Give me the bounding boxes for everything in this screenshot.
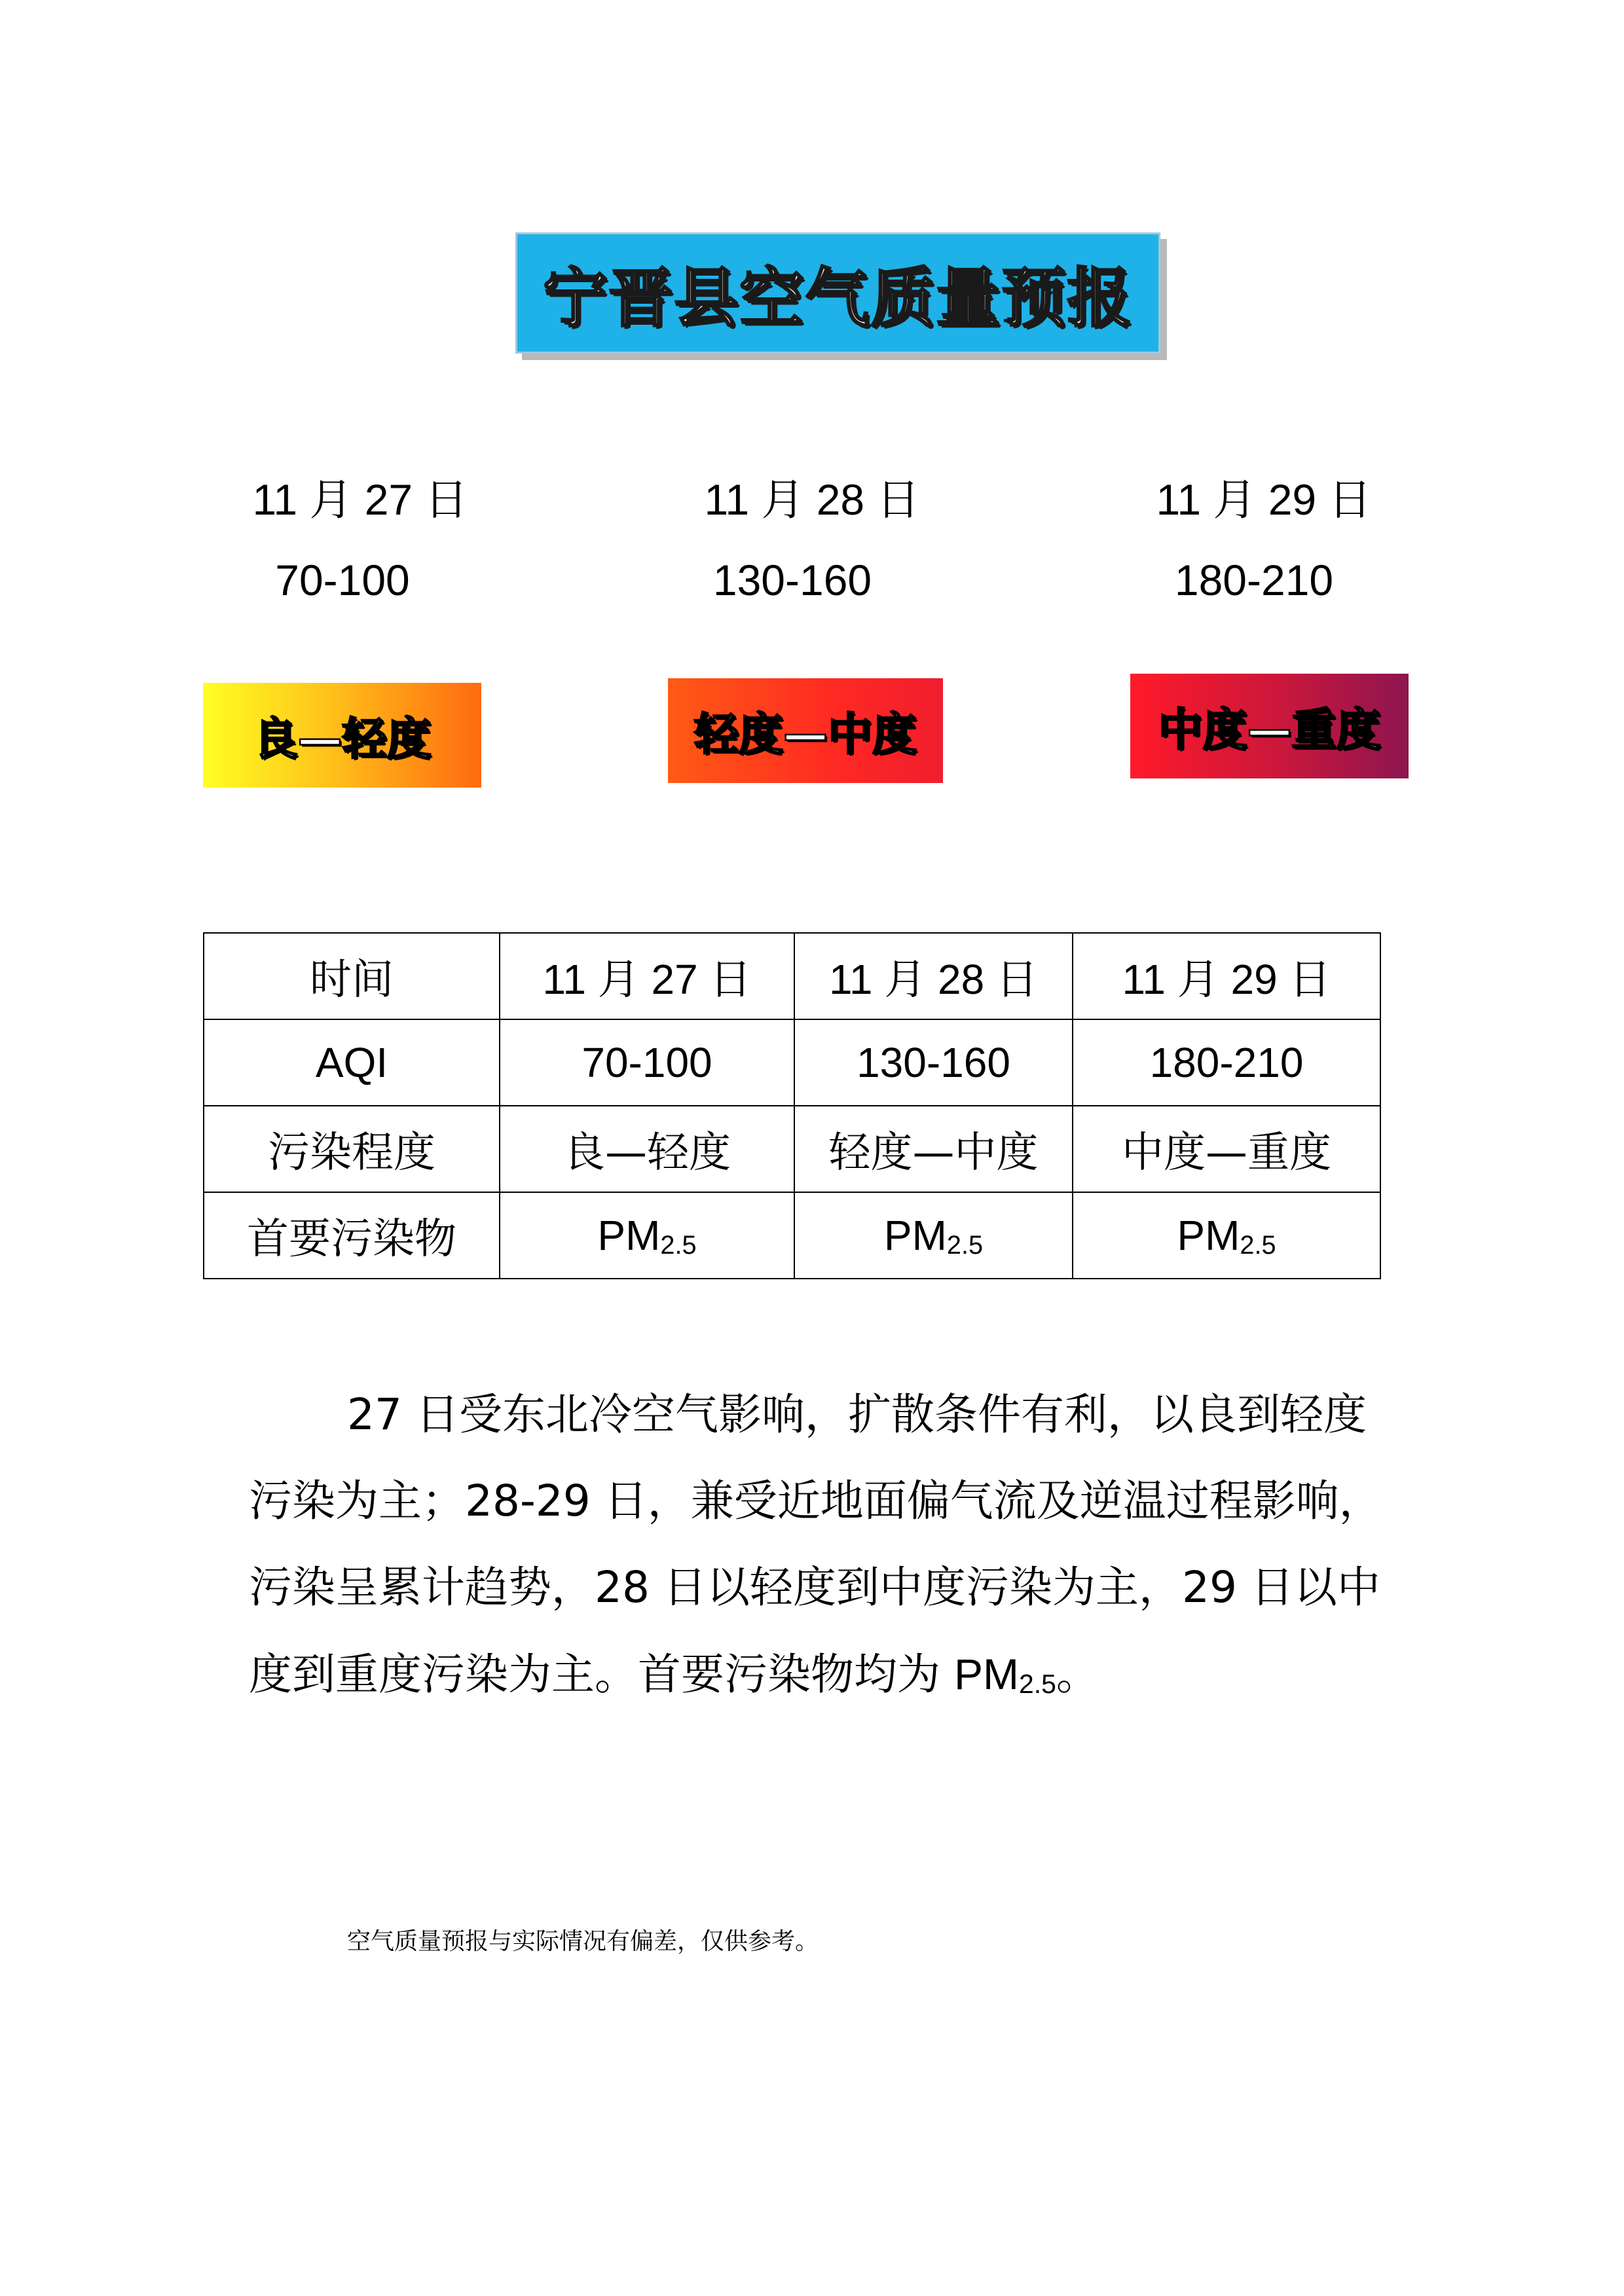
table-header-cell: 首要污染物 [204, 1192, 500, 1279]
table-cell: 11 月 29 日 [1073, 933, 1380, 1019]
forecast-table [203, 932, 1381, 1279]
table-header-cell: 污染程度 [204, 1106, 500, 1192]
pollutant-name: PM [1177, 1211, 1240, 1259]
table-row [204, 1192, 1380, 1279]
level-badge-2-label: 轻度—中度 [693, 708, 917, 761]
footnote: 空气质量预报与实际情况有偏差，仅供参考。 [347, 1928, 819, 1955]
table-cell: 180-210 [1073, 1019, 1380, 1106]
summary-pm: PM [953, 1650, 1019, 1698]
level-badge-3-label: 中度—重度 [1158, 704, 1381, 756]
page-title: 宁晋县空气质量预报 [543, 261, 1133, 336]
table-cell: 中度—重度 [1073, 1106, 1380, 1192]
table-cell: 11 月 28 日 [794, 933, 1073, 1019]
pollutant-subscript: 2.5 [946, 1230, 984, 1260]
table-header-cell: AQI [204, 1019, 500, 1106]
level-badge-1-label: 良—轻度 [253, 713, 432, 765]
table-cell [1073, 1192, 1380, 1279]
table-cell [500, 1192, 794, 1279]
title-banner [515, 232, 1160, 354]
level-badge-2 [668, 678, 943, 783]
pollutant-subscript: 2.5 [660, 1230, 697, 1260]
table-row [204, 1019, 1380, 1106]
table-header-cell: 时间 [204, 933, 500, 1019]
table-row [204, 1106, 1380, 1192]
table-row [204, 933, 1380, 1019]
pollutant-name: PM [883, 1211, 947, 1259]
table-cell [794, 1192, 1073, 1279]
header-aqi-1: 70-100 [275, 556, 410, 604]
summary-end: 。 [1056, 1649, 1099, 1700]
table-cell: 轻度—中度 [794, 1106, 1073, 1192]
header-date-3: 11 月 29 日 [1156, 475, 1372, 524]
summary-paragraph [249, 1372, 1401, 1727]
summary-pm-subscript: 2.5 [1018, 1669, 1056, 1700]
header-aqi-3: 180-210 [1174, 556, 1334, 604]
header-date-1: 11 月 27 日 [252, 475, 468, 524]
level-badge-3 [1130, 674, 1409, 778]
header-aqi-2: 130-160 [712, 556, 872, 604]
pollutant-name: PM [597, 1211, 661, 1259]
summary-text: 27 日受东北冷空气影响，扩散条件有利，以良到轻度污染为主；28-29 日，兼受近地面偏气流及逆温过程影响，污染呈累计趋势，28 日以轻度到中度污染为主，29 日以中度到重度污染为主。首要污染物均为 [249, 1389, 1382, 1700]
table-cell: 11 月 27 日 [500, 933, 794, 1019]
level-badge-1 [203, 683, 481, 788]
header-date-2: 11 月 28 日 [704, 475, 920, 524]
table-cell: 良—轻度 [500, 1106, 794, 1192]
table-cell: 70-100 [500, 1019, 794, 1106]
pollutant-subscript: 2.5 [1240, 1230, 1276, 1260]
table-cell: 130-160 [794, 1019, 1073, 1106]
